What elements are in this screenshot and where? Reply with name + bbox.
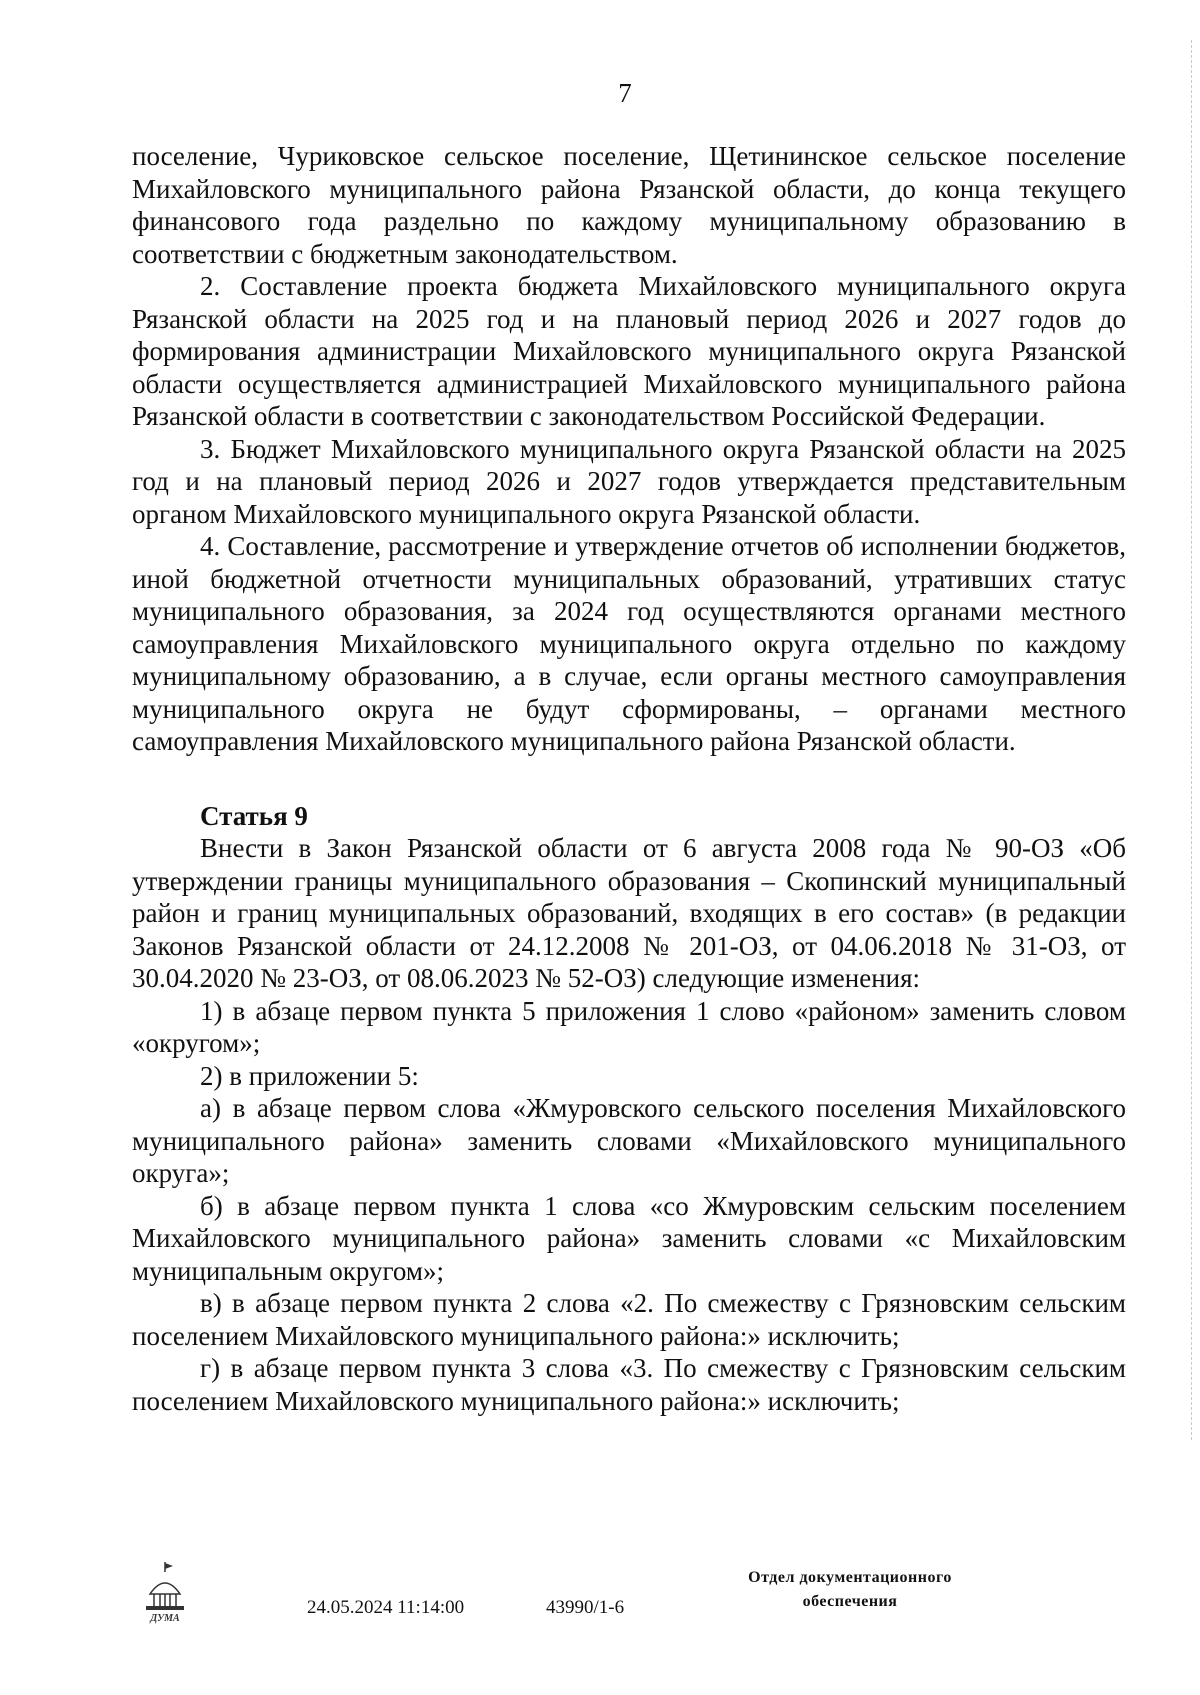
footer-doc-number: 43990/1-6 xyxy=(546,1597,625,1618)
duma-logo-icon xyxy=(140,1560,190,1626)
article-item: б) в абзаце первом пункта 1 слова «со Жмуровским сельским поселением Михайловского муниципального района» заменить словами «с Михайловским муниципальным округом»; xyxy=(132,1190,1126,1286)
department-line-1: Отдел документационного xyxy=(748,1569,952,1586)
footer-datetime: 24.05.2024 11:14:00 xyxy=(307,1597,465,1618)
article-item: 1) в абзаце первом пункта 5 приложения 1 слово «районом» заменить словом «округом»; xyxy=(132,995,1126,1058)
article-heading: Статья 9 xyxy=(200,800,308,831)
article-item: г) в абзаце первом пункта 3 слова «3. По смежеству с Грязновским сельским поселением Михайловского муниципального района:» исключить; xyxy=(132,1353,1126,1416)
article-item: 2) в приложении 5: xyxy=(200,1060,419,1091)
scan-edge-mark xyxy=(1189,40,1192,1440)
svg-text:ДУМА: ДУМА xyxy=(150,1613,180,1624)
paragraph-item-4: 4. Составление, рассмотрение и утверждение отчетов об исполнении бюджетов, иной бюджетной отчетности муниципальных образований, утративших статус муниципального образования, за 2024 год осуществляются органами местного самоуправления Михайловского муниципального округа отдельно по каждому муниципальному образованию, а в случае, если органы местного самоуправления муниципального округа не будут сформированы, – органами местного самоуправления Михайловского муниципального района Рязанской области. xyxy=(132,531,1126,756)
article-item: а) в абзаце первом слова «Жмуровского сельского поселения Михайловского муниципального района» заменить словами «Михайловского муниципального округа»; xyxy=(132,1093,1126,1188)
article-intro: Внести в Закон Рязанской области от 6 августа 2008 года № 90-ОЗ «Об утверждении границы муниципального образования – Скопинский муниципальный район и границ муниципальных образований, входящих в его состав» (в редакции Законов Рязанской области от 24.12.2008 № 201-ОЗ, от 04.06.2018 № 31-ОЗ, от 30.04.2020 № 23-ОЗ, от 08.06.2023 № 52-ОЗ) следующие изменения: xyxy=(132,833,1126,993)
department-stamp xyxy=(720,1566,980,1614)
article-item: в) в абзаце первом пункта 2 слова «2. По смежеству с Грязновским сельским поселением Михайловского муниципального района:» исключить; xyxy=(132,1288,1126,1351)
paragraph-item-3: 3. Бюджет Михайловского муниципального округа Рязанской области на 2025 год и на плановый период 2026 и 2027 годов утверждается представительным органом Михайловского муниципального округа Рязанской области. xyxy=(132,433,1126,529)
department-line-2: обеспечения xyxy=(802,1593,898,1610)
page-number: 7 xyxy=(618,78,632,108)
paragraph-item-2: 2. Составление проекта бюджета Михайловского муниципального округа Рязанской области на 2025 год и на плановый период 2026 и 2027 годов до формирования администрации Михайловского муниципального округа Рязанской области осуществляется администрацией Михайловского муниципального района Рязанской области в соответствии с законодательством Российской Федерации. xyxy=(132,271,1126,431)
paragraph-continuation: поселение, Чуриковское сельское поселение, Щетининское сельское поселение Михайловского муниципального района Рязанской области, до конца текущего финансового года раздельно по каждому муниципальному образованию в соответствии с бюджетным законодательством. xyxy=(132,141,1126,269)
document-body xyxy=(132,140,1126,1417)
